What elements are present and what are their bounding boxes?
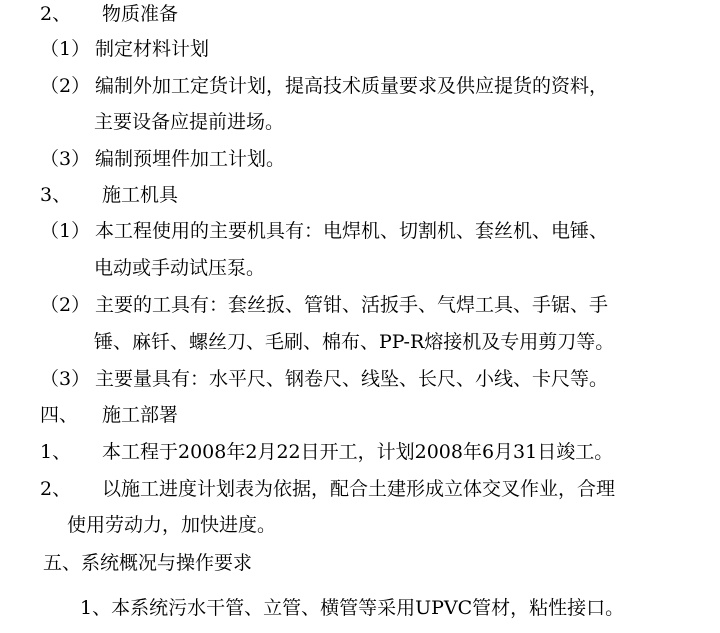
item-number: 2、 bbox=[40, 478, 72, 500]
list-item bbox=[40, 367, 608, 391]
system-overview-item bbox=[80, 596, 624, 620]
item-number: （3） bbox=[40, 148, 91, 170]
item-number: 1、 bbox=[40, 441, 72, 463]
item-text: 本工程于2008年2月22日开工，计划2008年6月31日竣工。 bbox=[102, 441, 614, 463]
heading-construction-tools bbox=[40, 183, 178, 207]
list-item-continuation bbox=[94, 330, 614, 354]
heading-system-overview bbox=[43, 551, 252, 575]
item-number: 2、 bbox=[40, 3, 72, 25]
item-number: 3、 bbox=[40, 184, 72, 206]
item-text: 使用劳动力，加快进度。 bbox=[67, 514, 277, 536]
item-text: 施工机具 bbox=[102, 184, 179, 206]
item-text: 制定材料计划 bbox=[95, 38, 210, 60]
item-number: （1） bbox=[40, 38, 91, 60]
list-item bbox=[40, 293, 608, 317]
item-text: 施工部署 bbox=[102, 404, 179, 426]
item-number: （3） bbox=[40, 368, 91, 390]
list-item bbox=[40, 477, 615, 501]
item-text: 电动或手动试压泵。 bbox=[94, 257, 266, 279]
item-text: 1、本系统污水干管、立管、横管等采用UPVC管材，粘性接口。 bbox=[80, 597, 625, 619]
list-item bbox=[40, 37, 209, 61]
heading-material-prep bbox=[40, 2, 178, 26]
item-text: 五、系统概况与操作要求 bbox=[43, 552, 253, 574]
list-item bbox=[40, 74, 608, 98]
heading-construction-deployment bbox=[40, 403, 178, 427]
list-item-continuation bbox=[67, 513, 276, 537]
list-item bbox=[40, 440, 613, 464]
item-text: 锤、麻钎、螺丝刀、毛刷、棉布、PP-R熔接机及专用剪刀等。 bbox=[94, 331, 615, 353]
list-item bbox=[40, 219, 608, 243]
item-text: 本工程使用的主要机具有：电焊机、切割机、套丝机、电锤、 bbox=[95, 220, 609, 242]
item-text: 以施工进度计划表为依据，配合土建形成立体交叉作业，合理 bbox=[102, 478, 616, 500]
item-text: 主要的工具有：套丝扳、管钳、活扳手、气焊工具、手锯、手 bbox=[95, 294, 609, 316]
item-text: 编制预埋件加工计划。 bbox=[95, 148, 286, 170]
list-item bbox=[40, 147, 285, 171]
item-number: 四、 bbox=[40, 404, 79, 426]
item-text: 编制外加工定货计划，提高技术质量要求及供应提货的资料， bbox=[95, 75, 609, 97]
item-text: 主要设备应提前进场。 bbox=[94, 111, 285, 133]
item-text: 主要量具有：水平尺、钢卷尺、线坠、长尺、小线、卡尺等。 bbox=[95, 368, 609, 390]
list-item-continuation bbox=[94, 256, 265, 280]
item-number: （2） bbox=[40, 75, 91, 97]
item-number: （2） bbox=[40, 294, 91, 316]
item-text: 物质准备 bbox=[102, 3, 179, 25]
list-item-continuation bbox=[94, 110, 284, 134]
item-number: （1） bbox=[40, 220, 91, 242]
